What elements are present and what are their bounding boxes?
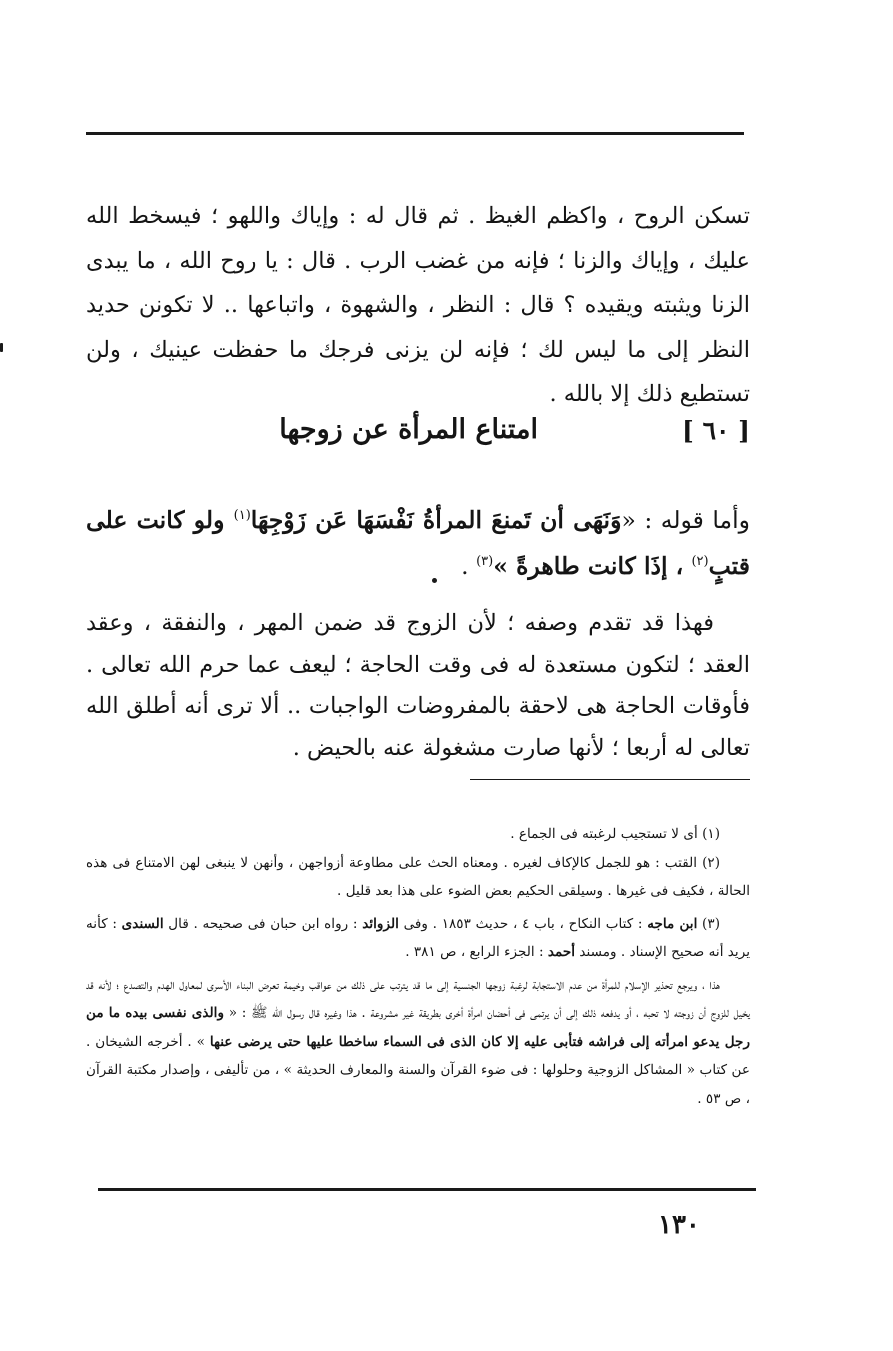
footnote-ref-2: (٢) [691,554,709,570]
top-rule [86,132,744,135]
section-title: امتناع المرأة عن زوجها [279,414,538,445]
quote-part-1: وَنَهَى أن تَمنعَ المرأةُ نَفْسَهَا عَن زَوْجِهَا [250,506,622,534]
footnote-1: (١) أى لا تستجيب لرغبته فى الجماع . [510,826,720,842]
footnote-commentary: هذا ، ويرجع تحذير الإسلام للمرأة من عدم الاستجابة لرغبة زوجها الجنسية إلى ما قد يترتب على ذلك من عواقب وخيمة تعرض البناء الأسرى لمعاول الهدم والتصدع ؛ لأنه قد يخيل للزوج أن زوجته لا تحبه ، أو يدفعه ذلك إلى أن يرتمى فى أحضان امرأة أخرى بطريقة غير مشروعة . هذا وغيره قال رسول الله ﷺ : « والذى نفسى بيده ما من رجل يدعو امرأته إلى فراشه فتأبى عليه إلا كان الذى فى السماء ساخطا عليها حتى يرضى عنها » . أخرجه الشيخان . عن كتاب « المشاكل الزوجية وحلولها : فى ضوء القرآن والسنة والمعارف الحديثة » ، من تأليفى ، وإصدار مكتبة القرآن ، ص ٥٣ . [86,976,751,1107]
quote-close: » [493,552,517,580]
section-number: [ ٦٠ ] [682,416,750,445]
footnote-separator [470,779,750,780]
footnote-ref-3: (٣) [476,554,494,570]
quote-end: . [461,552,477,580]
quote-part-2: ولو كانت على قتبٍ [86,506,750,580]
source-zawaid: الزوائد [362,915,399,932]
quote-lead: وأما قوله : « [621,506,750,534]
intro-text: تسكن الروح ، واكظم الغيظ . ثم قال له : وإياك واللهو ؛ فيسخط الله عليك ، وإياك والزنا ؛ فإنه من غضب الرب . قال : يا روح الله ، ما يبدى الزنا ويثبته ويقيده ؟ قال : النظر ، والشهوة ، واتباعها .. لا تكونن حديد النظر إلى ما ليس لك ؛ فإنه لن يزنى فرجك ما حفظت عينيك ، ولن تستطيع ذلك إلا بالله . [86,203,750,407]
ink-dot [432,578,437,583]
page-number: ١٣٠ [658,1210,700,1240]
footnote-3: (٣) ابن ماجه : كتاب النكاح ، باب ٤ ، حديث ١٨٥٣ . وفى الزوائد : رواه ابن حبان فى صحيحه . قال السندى : كأنه يريد أنه صحيح الإسناد . ومسند أحمد : الجزء الرابع ، ص ٣٨١ . [86,915,750,960]
footnote-ref-1: (١) [233,508,251,524]
source-ahmad: أحمد [547,944,576,960]
hadith-text: والذى نفسى بيده ما من رجل يدعو امرأته إلى فراشه فتأبى عليه إلا كان الذى فى السماء ساخطا عليها حتى يرضى عنها [86,1005,751,1050]
source-sindi: السندى [121,915,164,932]
footnote-2: (٢) القتب : هو للجمل كالإكاف لغيره . ومعناه الحث على مطاوعة أزواجهن ، وأنهن لا ينبغى لهن الامتناع فى هذه الحالة ، فكيف فى غيرها . وسيلقى الحكيم بعض الضوء على هذا بعد قليل . [86,854,750,899]
body-paragraph [86,603,750,769]
section-heading [86,410,750,454]
hadith-quote [86,497,750,589]
body-text: فهذا قد تقدم وصفه ؛ لأن الزوج قد ضمن المهر ، والنفقة ، وعقد العقد ؛ لتكون مستعدة له فى وقت الحاجة ؛ ليعف عما حرم الله تعالى . فأوقات الحاجة هى لاحقة بالمفروضات الواجبات .. ألا ترى أنه أطلق الله تعالى له أربعا ؛ لأنها صارت مشغولة عنه بالحيض . [86,610,750,761]
source-ibn-majah: ابن ماجه [647,915,698,932]
footnotes [86,820,750,1113]
intro-paragraph [86,194,750,417]
quote-part-3: ، إذَا كانت طاهرةً [516,552,692,580]
bottom-rule [98,1188,756,1191]
margin-mark [0,343,3,352]
